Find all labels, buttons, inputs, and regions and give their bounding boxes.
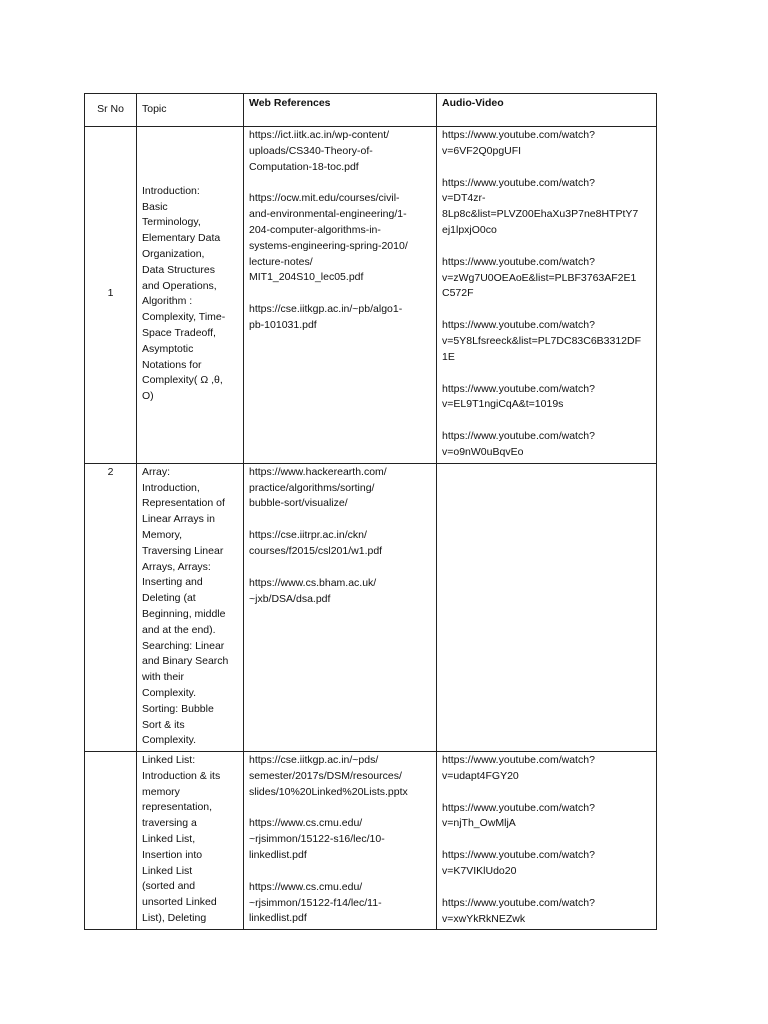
topic-text: Array: Introduction, Representation of Linear Arrays in Memory, Traversing Linear Arrays, Arrays: Inserting and Deleting (at Beginning, middle and at the end). Searching: Linear and Binary Search with their Complexity. Sorting: Bubble Sort & its Complexity. <box>142 465 229 747</box>
web-reference-link[interactable]: https://www.cs.bham.ac.uk/ ~jxb/DSA/dsa.pdf <box>249 576 377 605</box>
sr-no-cell <box>85 752 137 930</box>
web-reference-link[interactable]: https://cse.iitrpr.ac.in/ckn/ courses/f2015/csl201/w1.pdf <box>249 529 383 557</box>
sr-no-cell: 2 <box>85 463 137 751</box>
audio-video-cell <box>437 463 657 751</box>
video-link[interactable]: https://www.youtube.com/watch? v=njTh_OwMljA <box>442 801 595 830</box>
web-reference-link[interactable]: https://ict.iitk.ac.in/wp-content/ uploads/CS340-Theory-of- Computation-18-toc.pdf <box>249 129 390 173</box>
header-sr-no: Sr No <box>85 94 137 127</box>
table-row <box>85 127 657 464</box>
video-link[interactable]: https://www.youtube.com/watch? v=K7VIKlUdo20 <box>442 849 595 878</box>
web-references-cell <box>244 463 437 751</box>
topic-text: Introduction: Basic Terminology, Elementary Data Organization, Data Structures and Operations, Algorithm : Complexity, Time- Space Tradeoff, Asymptotic Notations for Complexity( Ω ,θ, O) <box>142 184 226 403</box>
video-link[interactable]: https://www.youtube.com/watch? v=xwYkRkNEZwk <box>442 896 595 925</box>
table-row <box>85 752 657 930</box>
table-header-row <box>85 94 657 127</box>
topic-text: Linked List: Introduction & its memory representation, traversing a Linked List, Insertion into Linked List (sorted and unsorted Linked List), Deleting <box>142 754 221 925</box>
web-reference-link[interactable]: https://cse.iitkgp.ac.in/~pds/ semester/2017s/DSM/resources/ slides/10%20Linked%20Lists.pptx <box>249 754 408 798</box>
web-references-cell <box>244 752 437 930</box>
video-link[interactable]: https://www.youtube.com/watch? v=DT4zr- 8Lp8c&list=PLVZ00EhaXu3P7ne8HTPtY7 ej1lpxjO0co <box>442 176 639 236</box>
video-link[interactable]: https://www.youtube.com/watch? v=6VF2Q0pgUFI <box>442 129 595 157</box>
audio-video-cell <box>437 127 657 464</box>
video-link[interactable]: https://www.youtube.com/watch? v=o9nW0uBqvEo <box>442 430 595 458</box>
video-link[interactable]: https://www.youtube.com/watch? v=udapt4FGY20 <box>442 754 595 782</box>
web-reference-link[interactable]: https://www.cs.cmu.edu/ ~rjsimmon/15122-f14/lec/11- linkedlist.pdf <box>249 880 382 925</box>
table-row <box>85 463 657 751</box>
topic-cell <box>137 463 244 751</box>
web-references-cell <box>244 127 437 464</box>
sr-no-cell: 1 <box>85 127 137 464</box>
header-topic: Topic <box>137 94 244 127</box>
web-references-table <box>84 93 657 930</box>
topic-cell <box>137 127 244 464</box>
video-link[interactable]: https://www.youtube.com/watch? v=zWg7U0OEAoE&list=PLBF3763AF2E1 C572F <box>442 255 637 300</box>
header-web-references: Web References <box>244 94 437 127</box>
web-reference-link[interactable]: https://ocw.mit.edu/courses/civil- and-environmental-engineering/1- 204-computer-algorithms-in- systems-engineering-spring-2010/ lecture-notes/ MIT1_204S10_lec05.pdf <box>249 192 408 284</box>
video-link[interactable]: https://www.youtube.com/watch? v=5Y8Lfsreeck&list=PL7DC83C6B3312DF 1E <box>442 319 642 363</box>
audio-video-cell <box>437 752 657 930</box>
web-reference-link[interactable]: https://www.hackerearth.com/ practice/algorithms/sorting/ bubble-sort/visualize/ <box>249 465 387 510</box>
header-audio-video: Audio-Video <box>437 94 657 127</box>
video-link[interactable]: https://www.youtube.com/watch? v=EL9T1ngiCqA&t=1019s <box>442 382 595 411</box>
web-reference-link[interactable]: https://www.cs.cmu.edu/ ~rjsimmon/15122-s16/lec/10- linkedlist.pdf <box>249 817 385 862</box>
web-reference-link[interactable]: https://cse.iitkgp.ac.in/~pb/algo1- pb-101031.pdf <box>249 303 403 331</box>
topic-cell <box>137 752 244 930</box>
